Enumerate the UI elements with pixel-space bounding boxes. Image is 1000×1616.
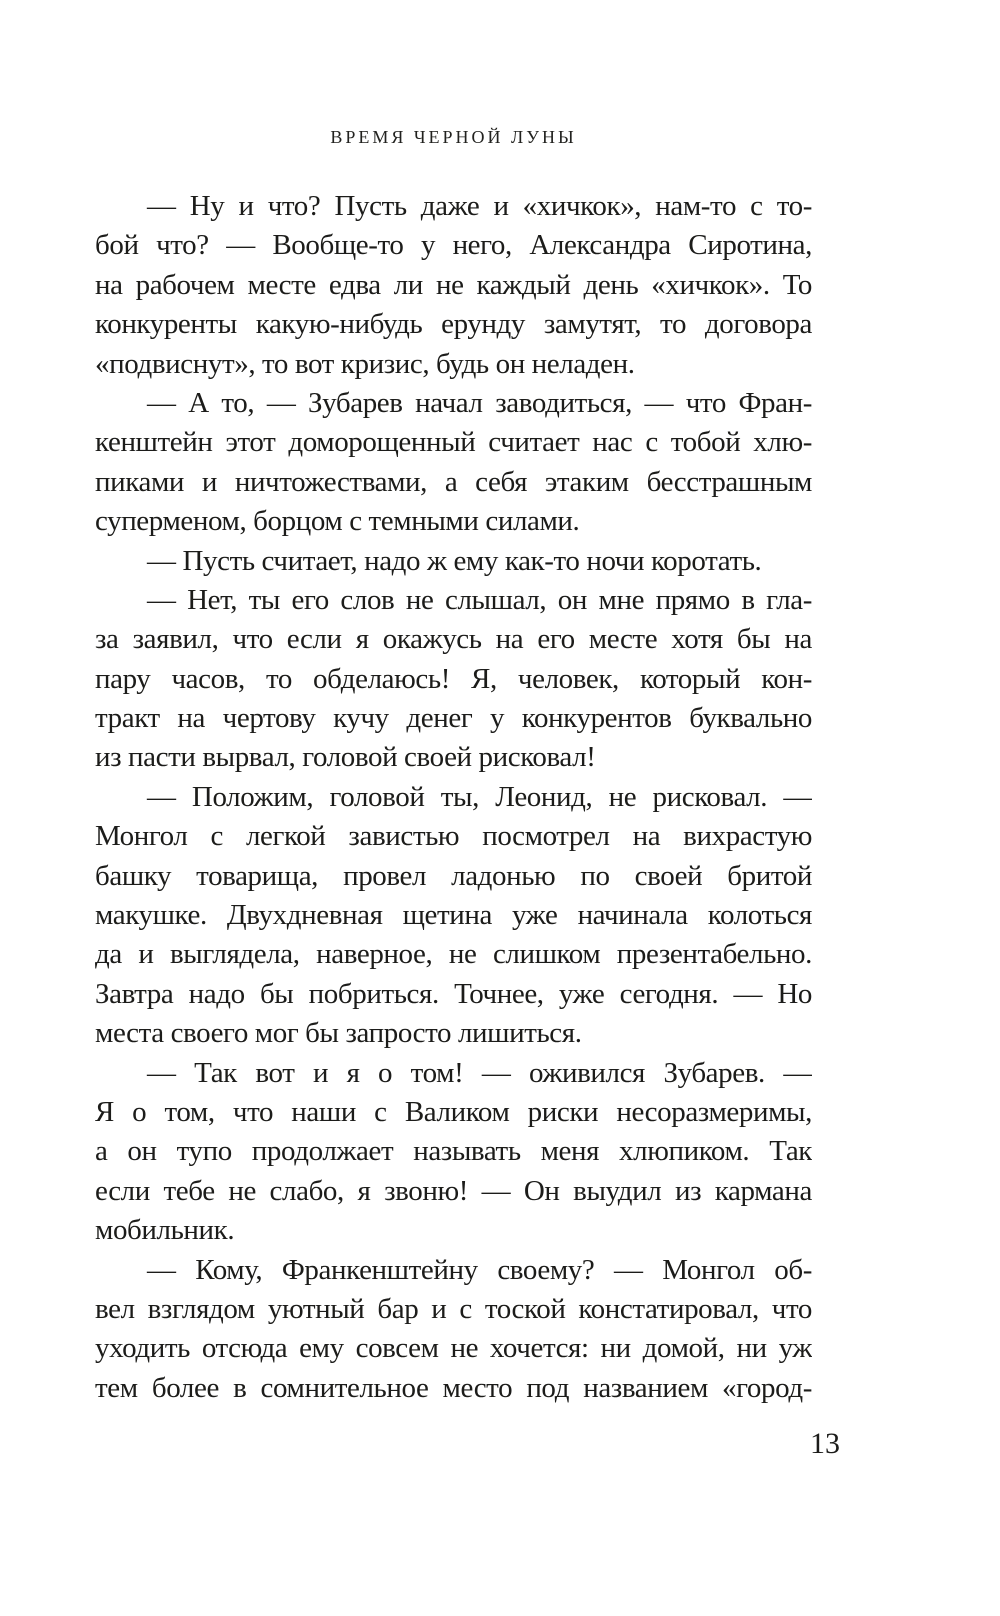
text-line: бой что? — Вообще-то у него, Александра Сиротина, [95, 229, 812, 262]
text-line: кенштейн этот доморощенный считает нас с тобой хлю- [95, 426, 812, 459]
text-line: места своего мог бы запросто лишиться. [95, 1017, 582, 1050]
text-line: — Пусть считает, надо ж ему как-то ночи коротать. [147, 544, 762, 577]
text-line: — Ну и что? Пусть даже и «хичкок», нам-то с то- [147, 190, 812, 222]
text-line: мобильник. [95, 1214, 235, 1247]
text-line: конкуренты какую-нибудь ерунду замутят, то договора [95, 308, 812, 341]
text-line: — А то, — Зубарев начал заводиться, — что Фран- [147, 386, 812, 419]
paragraph [95, 384, 812, 542]
text-line: из пасти вырвал, головой своей рисковал! [95, 741, 596, 774]
text-line: уходить отсюда ему совсем не хочется: ни домой, ни уж [95, 1332, 812, 1365]
text-line: Я о том, что наши с Валиком риски несоразмеримы, [95, 1095, 812, 1128]
paragraph [95, 581, 812, 778]
page-number: 13 [810, 1427, 840, 1460]
paragraph [95, 1251, 812, 1409]
running-head: ВРЕМЯ ЧЕРНОЙ ЛУНЫ [330, 127, 577, 147]
text-line: пиками и ничтожествами, а себя этаким бесстрашным [95, 465, 812, 498]
text-line: за заявил, что если я окажусь на его месте хотя бы на [95, 623, 812, 656]
text-line: а он тупо продолжает называть меня хлюпиком. Так [95, 1135, 812, 1168]
text-line: — Так вот и я о том! — оживился Зубарев. — [147, 1056, 812, 1089]
text-line: если тебе не слабо, я звоню! — Он выудил из кармана [95, 1174, 812, 1207]
text-line: башку товарища, провел ладонью по своей бритой [95, 859, 812, 892]
text-line: — Кому, Франкенштейну своему? — Монгол об- [147, 1253, 812, 1286]
text-line: макушке. Двухдневная щетина уже начинала колоться [95, 899, 812, 932]
text-line: «подвиснут», то вот кризис, будь он неладен. [95, 347, 635, 380]
text-line: тем более в сомнительное место под названием «город- [95, 1371, 812, 1404]
paragraph [95, 778, 812, 1054]
text-block [95, 187, 812, 1408]
text-line: да и выглядела, наверное, не слишком презентабельно. [95, 938, 812, 971]
paragraph [95, 1054, 812, 1251]
text-line: пару часов, то обделаюсь! Я, человек, который кон- [95, 662, 812, 695]
paragraph [95, 542, 812, 581]
text-line: на рабочем месте едва ли не каждый день «хичкок». То [95, 268, 812, 301]
text-line: суперменом, борцом с темными силами. [95, 505, 580, 538]
text-line: вел взглядом уютный бар и с тоской констатировал, что [95, 1292, 812, 1325]
paragraph [95, 187, 812, 384]
text-line: — Нет, ты его слов не слышал, он мне прямо в гла- [147, 583, 812, 616]
text-line: Монгол с легкой завистью посмотрел на вихрастую [95, 820, 812, 853]
text-line: тракт на чертову кучу денег у конкурентов буквально [95, 702, 812, 735]
text-line: Завтра надо бы побриться. Точнее, уже сегодня. — Но [95, 977, 812, 1010]
text-line: — Положим, головой ты, Леонид, не рисковал. — [147, 780, 812, 813]
